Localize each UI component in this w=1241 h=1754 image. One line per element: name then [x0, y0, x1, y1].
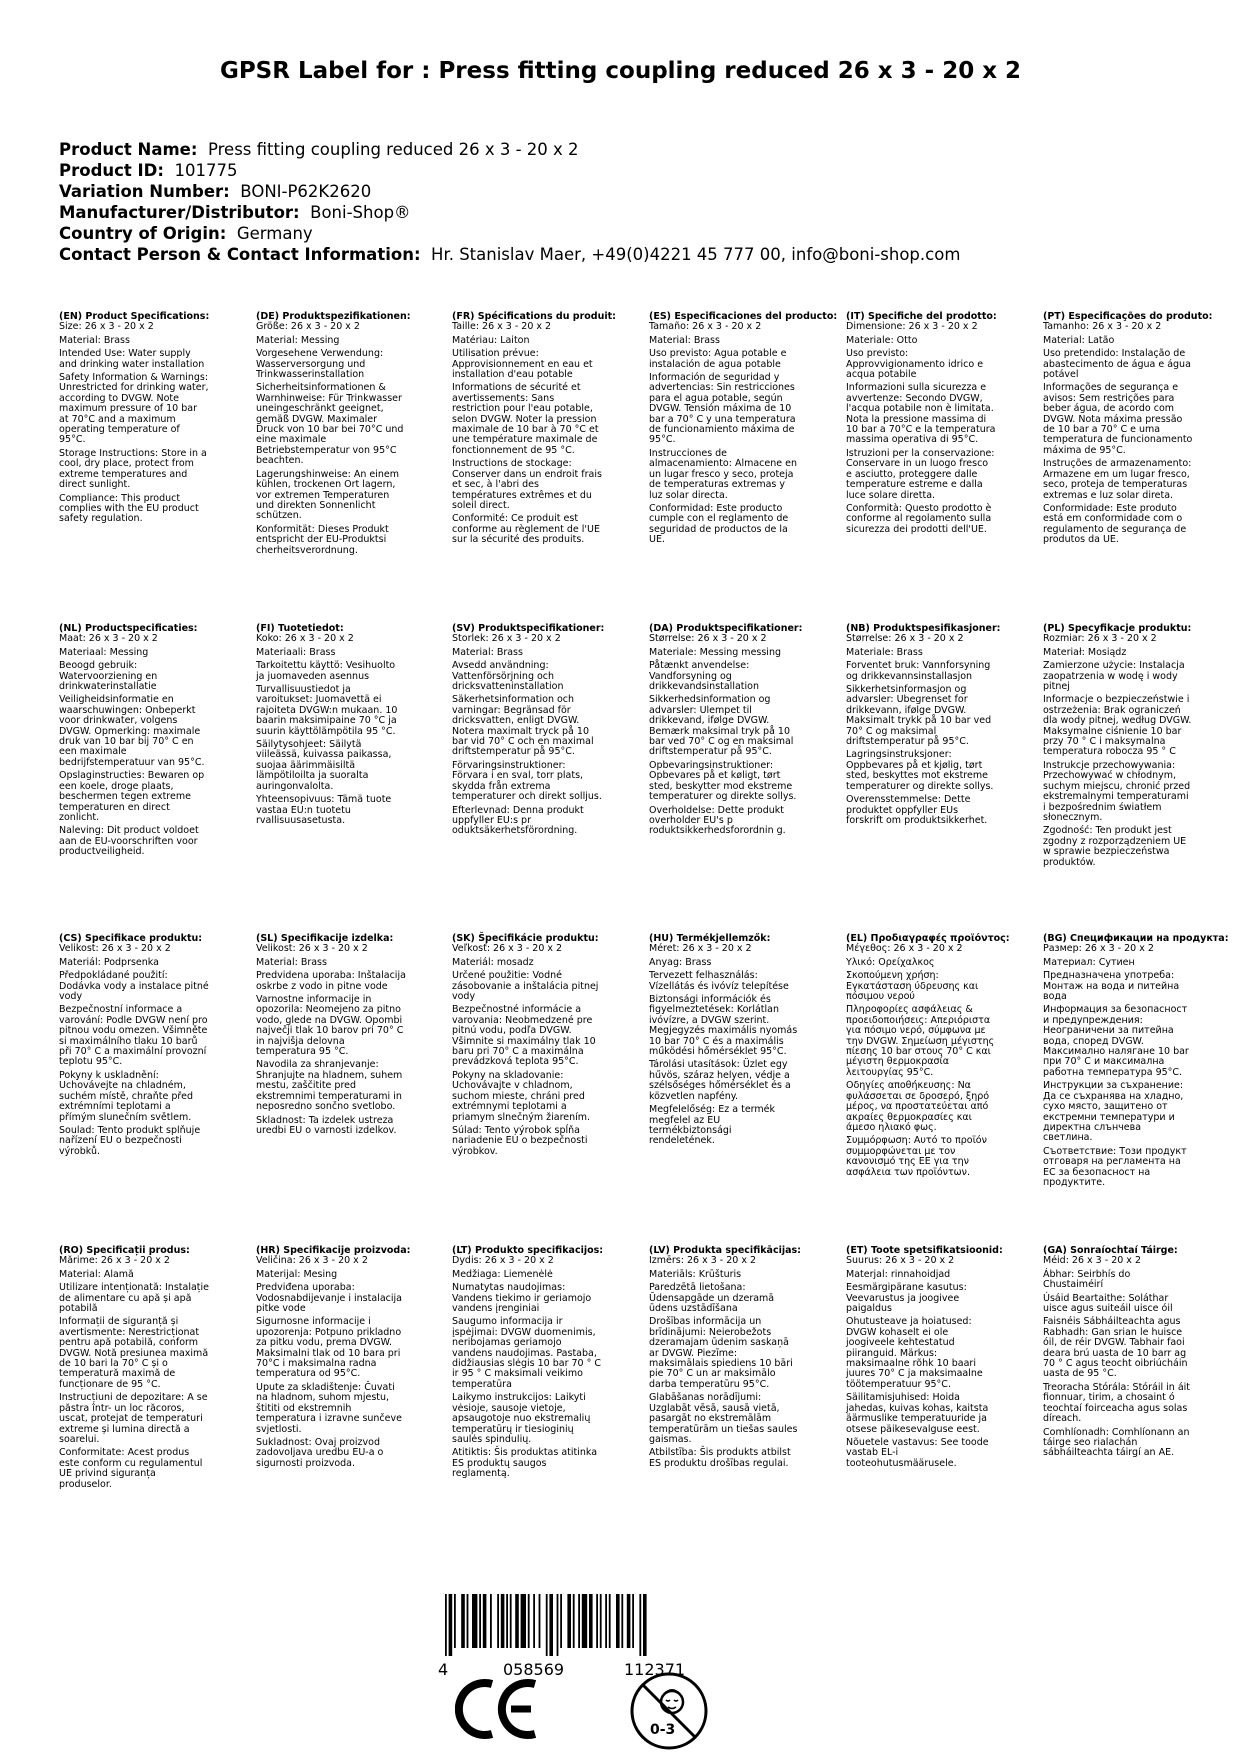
section-paragraph: Atitiktis: Šis produktas atitinka ES produktų saugos reglamentą. — [452, 1447, 598, 1480]
section-paragraph: Soulad: Tento produkt splňuje nařízení EU o bezpečnosti výrobků. — [59, 1124, 201, 1157]
section-paragraph: Yhteensopivuus: Tämä tuote vastaa EU:n tuotetu rvallisuusasetusta. — [256, 794, 392, 826]
section-paragraph: Určené použitie: Vodné zásobovanie a inštalácia pitnej vody — [452, 970, 599, 1003]
section-paragraph: Tervezett felhasználás: Vízellátás és ivóvíz telepítése — [649, 970, 789, 992]
section-paragraph: Materiál: mosadz — [452, 956, 534, 968]
section-paragraph: Materiál: Podprsenka — [59, 956, 159, 968]
section-paragraph: Paredzētā lietošana: Ūdensapgāde un dzeramā ūdens uzstādīšana — [649, 1282, 775, 1315]
section-title: (HU) Termékjellemzők: — [649, 933, 771, 944]
section-title: (SV) Produktspecifikationer: — [452, 623, 605, 634]
section-paragraph: Storlek: 26 x 3 - 20 x 2 — [452, 633, 561, 645]
language-section — [649, 934, 799, 1150]
section-paragraph: Materiale: Messing messing — [649, 646, 781, 658]
language-section — [452, 1246, 602, 1483]
section-paragraph: Navodila za shranjevanje: Shranjujte na hladnem, suhem mestu, zaščitite pred ekstremnimi temperaturami in neposredno sončno svetlobo. — [256, 1059, 403, 1113]
barcode-bar — [557, 1594, 559, 1656]
section-paragraph: Οδηγίες αποθήκευσης: Να φυλάσσεται σε δροσερό, ξηρό μέρος, να προστατεύεται από ακραίες θερμοκρασίες και άμεσο ηλιακό φως. — [846, 1080, 990, 1133]
language-section — [452, 623, 605, 840]
section-paragraph: Informations de sécurité et avertissements: Sans restriction pour l'eau potable, selon DVGW. Noter la pression maximale de 10 bar à 70 °C et une température maximale de fonctionnement de 95 °C. — [452, 382, 599, 456]
barcode-bar — [533, 1594, 535, 1648]
language-section — [846, 1245, 1003, 1472]
section-title: (RO) Specificații produs: — [59, 1245, 190, 1256]
section-paragraph: Veličina: 26 x 3 - 20 x 2 — [256, 1255, 368, 1267]
section-paragraph: Pokyny na skladovanie: Uchovávajte v chladnom, suchom mieste, chráni pred extrémnymi teplotami a priamym slnečným žiarením. — [452, 1069, 591, 1123]
section-title: (EL) Προδιαγραφές προϊόντος: — [846, 933, 1010, 944]
language-section — [256, 624, 406, 829]
section-paragraph: Eesmärgipärane kasutus: Veevarustus ja joogivee paigaldus — [846, 1282, 967, 1315]
section-paragraph: Materiał: Mosiądz — [1043, 646, 1127, 658]
barcode-bar — [573, 1594, 575, 1648]
section-paragraph: Overholdelse: Dette produkt overholder EU's p roduktsikkerhedsforordnin g. — [649, 804, 786, 837]
barcode-bar — [472, 1594, 477, 1648]
section-paragraph: Predvidena uporaba: Inštalacija oskrbe z vodo in pitne vode — [256, 970, 406, 992]
barcode-first-digit: 4 — [438, 1660, 449, 1679]
section-paragraph: Úsáid Beartaithe: Soláthar uisce agus suiteáil uisce óil — [1043, 1292, 1173, 1315]
section-title: (FI) Tuotetiedot: — [256, 623, 344, 634]
section-paragraph: Laikymo instrukcijos: Laikyti vėsioje, sausoje vietoje, apsaugotoje nuo ekstremalių temperatūrų ir tiesioginių saulės spindulių. — [452, 1392, 591, 1445]
section-title: (FR) Spécifications du produit: — [452, 311, 616, 322]
section-paragraph: Matériau: Laiton — [452, 334, 530, 346]
info-product-name — [59, 139, 960, 160]
section-paragraph: Numatytas naudojimas: Vandens tiekimo ir geriamojo vandens įrenginiai — [452, 1282, 592, 1315]
barcode-bar — [445, 1594, 447, 1656]
section-title: (IT) Specifiche del prodotto: — [846, 311, 997, 322]
section-paragraph: Saugumo informacija ir įspėjimai: DVGW duomenimis, neribojamas geriamojo vandens naudojimas. Pastaba, didžiausias slėgis 10 bar 70 ° C ir 95 ° C maksimali veikimo temperatūra — [452, 1316, 602, 1390]
section-paragraph: Materiaal: Messing — [59, 646, 149, 658]
language-section — [59, 624, 209, 861]
section-paragraph: Informacje o bezpieczeństwie i ostrzeżenia: Brak ograniczeń dla wody pitnej, według DVGW. Maksymalne ciśnienie 10 bar przy 70 ° C i maksymalna temperatura robocza 95 ° C — [1043, 694, 1192, 758]
section-paragraph: Upute za skladištenje: Čuvati na hladnom, suhom mjestu, štititi od ekstremnih temperatura i izravne sunčeve svjetlosti. — [256, 1381, 402, 1435]
section-paragraph: Atbilstība: Šis produkts atbilst ES produktu drošības regulai. — [649, 1447, 791, 1469]
barcode-bar — [467, 1594, 469, 1648]
section-paragraph: Instruções de armazenamento: Armazene em um lugar fresco, seco, proteja de temperaturas extremas e luz solar direta. — [1043, 458, 1192, 501]
section-paragraph: Ábhar: Seirbhís do Chustaiméirí — [1043, 1268, 1131, 1291]
section-paragraph: Säilitamisjuhised: Hoida jahedas, kuivas kohas, kaitsta äärmuslike temperatuuride ja otsese päikesevalguse eest. — [846, 1392, 989, 1435]
section-paragraph: Zgodność: Ten produkt jest zgodny z rozporządzeniem UE w sprawie bezpieczeństwa produktów. — [1043, 825, 1187, 868]
section-paragraph: Safety Information & Warnings: Unrestricted for drinking water, according to DVGW. Note maximum pressure of 10 bar at 70°C and a maximum operating temperature of 95°C. — [59, 372, 209, 446]
section-paragraph: Размер: 26 x 3 - 20 x 2 — [1043, 943, 1154, 955]
section-paragraph: Инструкции за съхранение: Да се съхранява на хладно, сухо място, защитено от екстремни температури и директна слънчева светлина. — [1043, 1080, 1184, 1144]
section-paragraph: Información de seguridad y advertencias: Sin restricciones para el agua potable, según DVGW. Tensión máxima de 10 bar a 70° C y una temperatura de funcionamiento máxima de 95°C. — [649, 372, 796, 446]
info-value: BONI-P62K2620 — [240, 182, 372, 201]
section-paragraph: Predviđena uporaba: Vodosnabdijevanje i instalacija pitke vode — [256, 1282, 402, 1315]
section-title: (GA) Sonraíochtaí Táirge: — [1043, 1245, 1178, 1256]
not-for-children-0-3-icon — [628, 1670, 710, 1752]
section-paragraph: Informazioni sulla sicurezza e avvertenze: Secondo DVGW, l'acqua potabile non è limitata. Nota la pressione massima di 10 bar a 70°C e la temperatura massima operativa di 95°C. — [846, 382, 996, 446]
language-section — [649, 1246, 799, 1472]
section-paragraph: Lagerungshinweise: An einem kühlen, trockenen Ort lagern, vor extremen Temperaturen und direkten Sonnenlicht schützen. — [256, 468, 400, 522]
language-section — [59, 1246, 209, 1493]
section-paragraph: Sicherheitsinformationen & Warnhinweise: Für Trinkwasser uneingeschränkt geeignet, gemäß DVGW. Maximaler Druck von 10 bar bei 70°C und eine maximale Betriebstemperatur von 95°C beachten. — [256, 382, 404, 467]
info-label: Product Name: — [59, 140, 198, 159]
language-section — [256, 934, 406, 1139]
language-section — [846, 312, 996, 538]
section-paragraph: Materiale: Otto — [846, 334, 918, 346]
section-paragraph: Uso previsto: Agua potable e instalación de agua potable — [649, 348, 787, 370]
section-paragraph: Materijal: Mesing — [256, 1268, 338, 1280]
section-paragraph: Předpokládané použití: Dodávka vody a instalace pitné vody — [59, 970, 209, 1003]
section-paragraph: Faisnéis Sábháilteachta agus Rabhadh: Gan srian le huisce óil, de réir DVGW. Tabhair faoi deara brú uasta de 10 barr ag 70 ° C agus teocht oibriúcháin uasta de 95 °C. — [1043, 1316, 1188, 1380]
section-paragraph: Megfelelőség: Ez a termék megfelel az EU termékbiztonsági rendeletének. — [649, 1104, 776, 1147]
section-title: (SL) Specifikacije izdelka: — [256, 933, 394, 944]
section-paragraph: Material: Brass — [256, 956, 327, 968]
section-paragraph: Drošības informācija un brīdinājumi: Neierobežots dzeramajam ūdenim saskaņā ar DVGW. Piezīme: maksimālais spiediens 10 bāri pie 70° C un ar maksimālo darba temperatūru 95°C. — [649, 1316, 793, 1390]
barcode-bar — [578, 1594, 580, 1648]
section-title: (HR) Specifikacije proizvoda: — [256, 1245, 411, 1256]
section-paragraph: Material: Alamă — [59, 1268, 134, 1280]
barcode-bar — [528, 1594, 530, 1648]
barcode-bar — [596, 1594, 598, 1648]
section-title: (PL) Specyfikacje produktu: — [1043, 623, 1192, 634]
language-section — [1043, 624, 1193, 871]
section-paragraph: Avsedd användning: Vattenförsörjning och dricksvatteninstallation — [452, 660, 564, 693]
section-paragraph: Säkerhetsinformation och varningar: Begränsad för dricksvatten, enligt DVGW. Notera maximalt tryck på 10 bar vid 70° C och en maximal driftstemperatur på 95°C. — [452, 694, 594, 758]
info-label: Country of Origin: — [59, 224, 227, 243]
section-paragraph: Størrelse: 26 x 3 - 20 x 2 — [649, 633, 767, 645]
section-title: (NL) Productspecificaties: — [59, 623, 198, 634]
section-title: (EN) Product Specifications: — [59, 311, 210, 322]
language-section — [452, 934, 602, 1160]
section-paragraph: Съответствие: Този продукт отговаря на регламента на ЕС за безопасност на продуктите. — [1043, 1145, 1187, 1188]
section-paragraph: Conformidade: Este produto está em conformidade com o regulamento de segurança de produtos da UE. — [1043, 502, 1187, 546]
barcode-bar — [506, 1594, 508, 1648]
language-section — [256, 1245, 411, 1472]
section-paragraph: Beoogd gebruik: Watervoorziening en drinkwaterinstallatie — [59, 660, 158, 693]
barcode-bar — [589, 1594, 593, 1648]
section-paragraph: Materiāls: Krūšturis — [649, 1268, 742, 1280]
barcode-bar — [627, 1594, 631, 1648]
section-title: (DA) Produktspecifikationer: — [649, 623, 803, 634]
section-paragraph: Instrukcje przechowywania: Przechowywać w chłodnym, suchym miejscu, chronić przed ekstremalnymi temperaturami i bezpośrednim światłem słonecznym. — [1043, 759, 1191, 823]
ean-barcode — [440, 1594, 710, 1656]
language-section — [1043, 933, 1229, 1191]
info-variation-number — [59, 181, 960, 202]
section-title: (ET) Toote spetsifikatsioonid: — [846, 1245, 1003, 1256]
section-paragraph: Säilytysohjeet: Säilytä viileässä, kuivassa paikassa, suojaa äärimmäisiltä lämpötiloilta ja suoralta auringonvalolta. — [256, 739, 392, 792]
section-paragraph: Sigurnosne informacije i upozorenja: Potpuno prikladno za pitku vodu, prema DVGW. Maksimalni tlak od 10 bara pri 70°C i maksimalna radna temperatura od 95°C. — [256, 1316, 402, 1380]
barcode-bar — [490, 1594, 492, 1648]
section-paragraph: Opbevaringsinstruktioner: Opbevares på et køligt, tørt sted, beskytter mod ekstreme temperaturer og direkte sollys. — [649, 759, 797, 803]
language-section — [846, 623, 1001, 829]
section-paragraph: Tamanho: 26 x 3 - 20 x 2 — [1043, 321, 1162, 333]
section-paragraph: Μέγεθος: 26 x 3 - 20 x 2 — [846, 943, 963, 955]
section-paragraph: Naleving: Dit product voldoet aan de EU-voorschriften voor productveiligheid. — [59, 825, 199, 858]
section-paragraph: Informații de siguranță și avertismente: Nerestricționat pentru apă potabilă, conform DVGW. Notă presiunea maximă de 10 bari la 70° C și o temperatură maximă de funcționare de 95 °C. — [59, 1316, 209, 1390]
section-paragraph: Súlad: Tento výrobok spĺňa nariadenie EÚ o bezpečnosti výrobkov. — [452, 1124, 588, 1157]
barcode-left-digits: 058569 — [503, 1660, 565, 1679]
section-title: (CS) Specifikace produktu: — [59, 933, 203, 944]
section-paragraph: Conformidad: Este producto cumple con el reglamento de seguridad de productos de la UE. — [649, 502, 789, 546]
section-paragraph: Material: Latão — [1043, 334, 1115, 346]
section-paragraph: Informações de segurança e avisos: Sem restrições para beber água, de acordo com DVGW. Nota máxima pressão de 10 bar a 70° C e uma temperatura de funcionamento máxima de 95°C. — [1043, 382, 1193, 456]
barcode-right-digits: 112371 — [624, 1660, 686, 1679]
section-paragraph: Uso previsto: Approvvigionamento idrico e acqua potabile — [846, 348, 984, 381]
section-paragraph: Предназначена употреба: Монтаж на вода и питейна вода — [1043, 970, 1180, 1003]
barcode-bar — [454, 1594, 456, 1648]
section-paragraph: Turvallisuustiedot ja varoitukset: Juomavettä ei rajoiteta DVGW:n mukaan. 10 baarin maksimipaine 70 °C ja suurin käyttölämpötila 95 °C. — [256, 684, 398, 737]
section-title: (PT) Especificações do produto: — [1043, 311, 1213, 322]
section-paragraph: Izmērs: 26 x 3 - 20 x 2 — [649, 1255, 757, 1267]
ce-mark-icon — [455, 1678, 540, 1740]
section-paragraph: Skladnost: Ta izdelek ustreza uredbi EU o varnosti izdelkov. — [256, 1114, 397, 1136]
section-paragraph: Conformità: Questo prodotto è conforme al regolamento sulla sicurezza dei prodotti dell'UE. — [846, 502, 992, 535]
product-info — [59, 139, 960, 265]
section-title: (BG) Спецификации на продукта: — [1043, 933, 1229, 944]
section-title: (LT) Produkto specifikacijos: — [452, 1245, 604, 1256]
section-paragraph: Mărime: 26 x 3 - 20 x 2 — [59, 1255, 170, 1267]
barcode-bar — [567, 1594, 571, 1648]
section-paragraph: Compliance: This product complies with the EU product safety regulation. — [59, 492, 199, 525]
barcode-bar — [609, 1594, 611, 1648]
barcode-bar — [632, 1594, 634, 1648]
section-paragraph: Velikost: 26 x 3 - 20 x 2 — [59, 943, 171, 955]
section-title: (SK) Špecifikácie produktu: — [452, 933, 599, 944]
section-paragraph: Tamaño: 26 x 3 - 20 x 2 — [649, 321, 762, 333]
info-value: Press fitting coupling reduced 26 x 3 - 20 x 2 — [207, 140, 579, 159]
barcode-bar — [501, 1594, 505, 1648]
section-paragraph: Instrucciones de almacenamiento: Almacene en un lugar fresco y seco, proteja de temperaturas extremas y luz solar directa. — [649, 447, 797, 501]
barcode-bar — [483, 1594, 487, 1648]
info-label: Contact Person & Contact Information: — [59, 245, 421, 264]
section-paragraph: Størrelse: 26 x 3 - 20 x 2 — [846, 633, 964, 645]
barcode-bar — [600, 1594, 602, 1648]
language-section — [1043, 1246, 1193, 1462]
section-paragraph: Материал: Сутиен — [1043, 956, 1135, 968]
section-paragraph: Bezpečnostné informácie a varovania: Neobmedzené pre pitnú vodu, podľa DVGW. Všimnite si maximálny tlak 10 baru pri 70° C a maximálna prevádzková teplota 95°C. — [452, 1004, 596, 1068]
section-title: (ES) Especificaciones del producto: — [649, 311, 838, 322]
language-section — [59, 934, 209, 1160]
section-paragraph: Velikost: 26 x 3 - 20 x 2 — [256, 943, 368, 955]
section-paragraph: Size: 26 x 3 - 20 x 2 — [59, 321, 154, 333]
section-paragraph: Информация за безопасност и предупреждения: Неограничени за питейна вода, според DVGW. Максимално налягане 10 bar при 70° C и максимална работна температура 95°C. — [1043, 1004, 1189, 1078]
barcode-bar — [560, 1594, 562, 1648]
language-section — [452, 311, 616, 549]
section-paragraph: Vorgesehene Verwendung: Wasserversorgung und Trinkwasserinstallation — [256, 348, 384, 381]
section-paragraph: Konformität: Dieses Produkt entspricht der EU-Produktsi cherheitsverordnung. — [256, 523, 389, 556]
section-paragraph: Uso pretendido: Instalação de abastecimento de água e água potável — [1043, 348, 1191, 381]
section-paragraph: Materiale: Brass — [846, 646, 923, 658]
section-paragraph: Tarkoitettu käyttö: Vesihuolto ja juomaveden asennus — [256, 660, 396, 682]
section-paragraph: Größe: 26 x 3 - 20 x 2 — [256, 321, 360, 333]
section-paragraph: Medžiaga: Liemenėlė — [452, 1268, 553, 1280]
barcode-bar — [521, 1594, 526, 1648]
barcode-bar — [449, 1594, 453, 1656]
section-paragraph: Utilisation prévue: Approvisionnement en eau et installation d'eau potable — [452, 348, 593, 381]
section-paragraph: Efterlevnad: Denna produkt uppfyller EU:s pr oduktsäkerhetsförordning. — [452, 804, 584, 837]
barcode-bar — [461, 1594, 465, 1648]
barcode-bar — [616, 1594, 620, 1648]
section-paragraph: Suurus: 26 x 3 - 20 x 2 — [846, 1255, 955, 1267]
section-paragraph: Taille: 26 x 3 - 20 x 2 — [452, 321, 552, 333]
language-section — [256, 311, 411, 559]
section-paragraph: Bezpečnostní informace a varování: Podle DVGW není pro pitnou vodu omezen. Všimněte si maximálního tlaku 10 barů při 70° C a maximální provozní teplotu 95°C. — [59, 1004, 208, 1068]
section-paragraph: Materiaali: Brass — [256, 646, 336, 658]
section-paragraph: Istruzioni per la conservazione: Conservare in un luogo fresco e asciutto, proteggere dalle temperature estreme e dalla luce solare diretta. — [846, 447, 995, 501]
section-paragraph: Dimensione: 26 x 3 - 20 x 2 — [846, 321, 978, 333]
section-paragraph: Méid: 26 x 3 - 20 x 2 — [1043, 1255, 1141, 1267]
section-paragraph: Forventet bruk: Vannforsyning og drikkevannsinstallasjon — [846, 660, 991, 682]
section-paragraph: Treoracha Stórála: Stóráil in áit fionnuar, tirim, a chosaint ó teochtaí foirceacha agus solas díreach. — [1043, 1381, 1191, 1425]
info-contact — [59, 244, 960, 265]
info-manufacturer — [59, 202, 960, 223]
language-section — [59, 312, 209, 528]
section-paragraph: Conformitate: Acest produs este conform cu regulamentul UE privind siguranța produselor. — [59, 1447, 203, 1490]
info-value: Boni-Shop® — [310, 203, 411, 222]
section-paragraph: Biztonsági információk és figyelmeztetések: Korlátlan ivóvízre, a DVGW szerint. Megjegyzés maximális nyomás 10 bar 70° C és a maximális működési hőmérséklet 95°C. — [649, 994, 798, 1058]
section-paragraph: Rozmiar: 26 x 3 - 20 x 2 — [1043, 633, 1157, 645]
section-title: (DE) Produktspezifikationen: — [256, 311, 411, 322]
section-paragraph: Material: Brass — [452, 646, 523, 658]
info-value: Germany — [236, 224, 313, 243]
barcode-bar — [510, 1594, 512, 1648]
section-paragraph: Πληροφορίες ασφάλειας & προειδοποιήσεις: Απεριόριστα για πόσιμο νερό, σύμφωνα με την DVGW. Σημείωση μέγιστης πίεσης 10 bar στους 70° C και μέγιστη θερμοκρασία λειτουργίας 95°C. — [846, 1004, 995, 1078]
section-paragraph: Υλικό: Ορείχαλκος — [846, 956, 935, 968]
info-value: 101775 — [174, 161, 238, 180]
barcode-bar — [539, 1594, 541, 1648]
section-paragraph: Veiligheidsinformatie en waarschuwingen: Onbeperkt voor drinkwater, volgens DVGW. Opmerking: maximale druk van 10 bar bij 70° C en een maximale bedrijfstemperatuur van 95°C. — [59, 694, 205, 768]
section-paragraph: Material: Messing — [256, 334, 340, 346]
section-paragraph: Nõuetele vastavus: See toode vastab EL-i tooteohutusmäärusele. — [846, 1436, 989, 1469]
section-paragraph: Ohutusteave ja hoiatused: DVGW kohaselt ei ole joogiveele kehtestatud piiranguid. Märkus: maksimaalne rõhk 10 baari juures 70° C ja maksimaalne töötemperatuur 95°C. — [846, 1316, 983, 1390]
section-paragraph: Instrucțiuni de depozitare: A se păstra într- un loc răcoros, uscat, protejat de temperaturi extreme și lumina directă a soarelui. — [59, 1392, 208, 1445]
language-section — [649, 623, 803, 840]
section-paragraph: Materjal: rinnahoidjad — [846, 1268, 951, 1280]
barcode-bar — [582, 1594, 587, 1648]
barcode-bar — [497, 1594, 499, 1648]
barcode-bar — [643, 1594, 647, 1656]
section-paragraph: Glabāšanas norādījumi: Uzglabāt vēsā, sausā vietā, pasargāt no ekstremālām temperatūrām un tiešas saules gaismas. — [649, 1392, 798, 1445]
info-label: Manufacturer/Distributor: — [59, 203, 300, 222]
barcode-bar — [549, 1594, 553, 1656]
info-value: Hr. Stanislav Maer, +49(0)4221 45 777 00, info@boni-shop.com — [431, 245, 961, 264]
section-paragraph: Sukladnost: Ovaj proizvod zadovoljava uredbu EU-a o sigurnosti proizvoda. — [256, 1436, 384, 1469]
section-paragraph: Förvaringsinstruktioner: Förvara i en sval, torr plats, skydda från extrema temperaturer och direkt solljus. — [452, 759, 602, 803]
section-paragraph: Påtænkt anvendelse: Vandforsyning og drikkevandsinstallation — [649, 660, 759, 693]
language-section — [1043, 311, 1213, 549]
section-paragraph: Varnostne informacije in opozorila: Neomejeno za pitno vodo, glede na DVGW. Opombi največji tlak 10 barov pri 70° C in najvišja delovna temperatura 95 °C. — [256, 994, 404, 1058]
barcode-bar — [621, 1594, 623, 1648]
section-paragraph: Maat: 26 x 3 - 20 x 2 — [59, 633, 158, 645]
section-paragraph: Dydis: 26 x 3 - 20 x 2 — [452, 1255, 554, 1267]
section-paragraph: Instructions de stockage: Conserver dans un endroit frais et sec, à l'abri des températures extrêmes et du soleil direct. — [452, 458, 602, 511]
section-paragraph: Comhlíonadh: Comhlíonann an táirge seo rialachán sábháilteachta táirgí an AE. — [1043, 1426, 1190, 1459]
section-paragraph: Storage Instructions: Store in a cool, dry place, protect from extreme temperatures and direct sunlight. — [59, 447, 207, 491]
section-paragraph: Sikkerhetsinformasjon og advarsler: Ubegrenset for drikkevann, ifølge DVGW. Maksimalt trykk på 10 bar ved 70° C og maksimal driftstemperatur på 95°C. — [846, 684, 992, 748]
section-paragraph: Koko: 26 x 3 - 20 x 2 — [256, 633, 354, 645]
page-title: GPSR Label for : Press fitting coupling reduced 26 x 3 - 20 x 2 — [219, 58, 1022, 84]
section-paragraph: Lagringsinstruksjoner: Oppbevares på et kjølig, tørt sted, beskyttes mot ekstreme temperaturer og direkte sollys. — [846, 749, 994, 792]
section-paragraph: Zamierzone użycie: Instalacja zaopatrzenia w wodę i wody pitnej — [1043, 660, 1185, 693]
barcode-bar — [639, 1594, 641, 1656]
section-paragraph: Tárolási utasítások: Üzlet egy hűvös, száraz helyen, védje a szélsőséges hőmérséklet és a közvetlen napfény. — [649, 1059, 791, 1102]
section-title: (LV) Produkta specifikācijas: — [649, 1245, 801, 1256]
info-label: Product ID: — [59, 161, 164, 180]
info-country — [59, 223, 960, 244]
language-section — [649, 311, 838, 549]
section-paragraph: Overensstemmelse: Dette produktet oppfyller EUs forskrift om produktsikkerhet. — [846, 794, 988, 826]
section-paragraph: Opslaginstructies: Bewaren op een koele, droge plaats, beschermen tegen extreme temperaturen en direct zonlicht. — [59, 770, 205, 823]
info-product-id — [59, 160, 960, 181]
section-paragraph: Συμμόρφωση: Αυτό το προϊόν συμμορφώνεται με τον κανονισμό της ΕΕ για την ασφάλεια των προϊόντων. — [846, 1135, 987, 1178]
barcode-bar — [515, 1594, 519, 1648]
barcode-bar — [546, 1594, 548, 1656]
section-paragraph: Material: Brass — [649, 334, 720, 346]
barcode-bar — [605, 1594, 607, 1648]
section-paragraph: Sikkerhedsinformation og advarsler: Ulempet til drikkevand, ifølge DVGW. Bemærk maksimal tryk på 10 bar ved 70° C og en maksimal driftstemperatur på 95°C. — [649, 694, 794, 758]
section-title: (NB) Produktspesifikasjoner: — [846, 623, 1001, 634]
info-label: Variation Number: — [59, 182, 230, 201]
section-paragraph: Anyag: Brass — [649, 956, 712, 968]
section-paragraph: Intended Use: Water supply and drinking water installation — [59, 348, 205, 370]
section-paragraph: Conformité: Ce produit est conforme au règlement de l'UE sur la sécurité des produits. — [452, 513, 600, 546]
section-paragraph: Méret: 26 x 3 - 20 x 2 — [649, 943, 752, 955]
section-paragraph: Material: Brass — [59, 334, 130, 346]
language-section — [846, 933, 1010, 1181]
section-paragraph: Pokyny k uskladnění: Uchovávejte na chladném, suchém místě, chraňte před extrémními teplotami a přímým slunečním světlem. — [59, 1069, 193, 1123]
barcode-bar — [479, 1594, 481, 1648]
section-paragraph: Utilizare intenționată: Instalație de alimentare cu apă și apă potabilă — [59, 1282, 209, 1315]
age-label: 0-3 — [650, 1722, 676, 1738]
section-paragraph: Σκοπούμενη χρήση: Εγκατάσταση ύδρευσης και πόσιμου νερού — [846, 970, 979, 1003]
section-paragraph: Veľkosť: 26 x 3 - 20 x 2 — [452, 943, 563, 955]
